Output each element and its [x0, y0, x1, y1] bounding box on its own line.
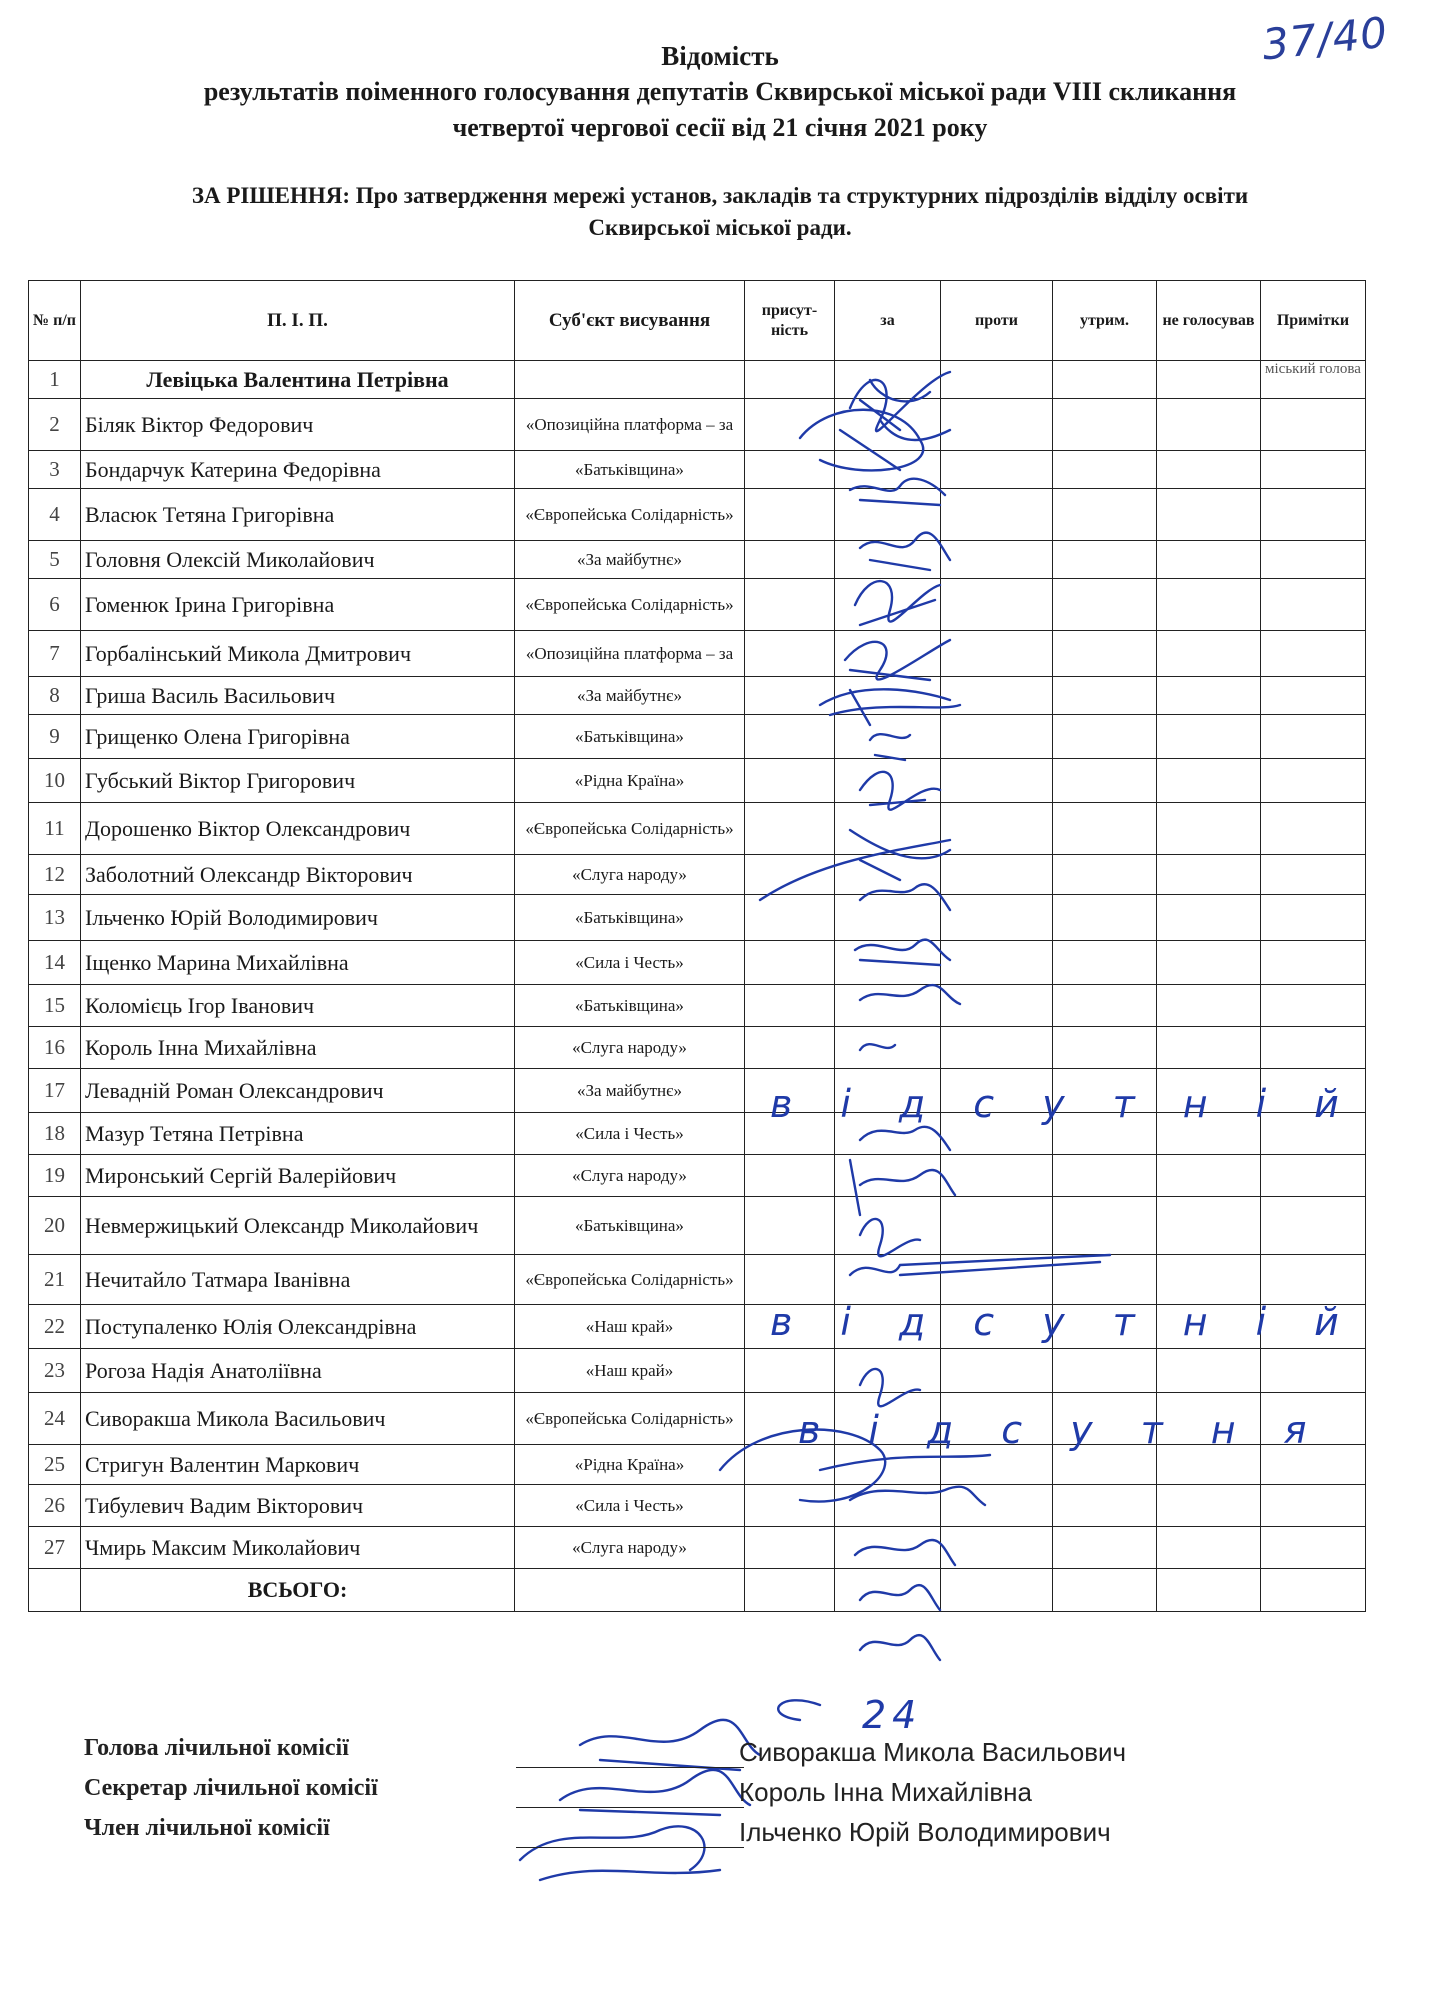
row-name: Іщенко Марина Михайлівна [81, 941, 515, 985]
commission-person: Сиворакша Микола Васильович [739, 1737, 1127, 1767]
row-note [1261, 399, 1366, 451]
table-row [29, 631, 1366, 677]
row-party: «Батьківщина» [515, 715, 745, 759]
row-abstain [1053, 715, 1157, 759]
row-num: 21 [29, 1255, 81, 1305]
row-for [835, 1255, 941, 1305]
page-number: 37/40 [1259, 7, 1391, 70]
row-name: Рогоза Надія Анатоліївна [81, 1349, 515, 1393]
row-note [1261, 1197, 1366, 1255]
row-party: «Сила і Честь» [515, 941, 745, 985]
row-name: Тибулевич Вадим Вікторович [81, 1485, 515, 1527]
total-empty-cell [1053, 1569, 1157, 1612]
row-abstain [1053, 895, 1157, 941]
row-num: 19 [29, 1155, 81, 1197]
row-present [745, 1255, 835, 1305]
row-against [941, 451, 1053, 489]
table-row [29, 1197, 1366, 1255]
row-note [1261, 941, 1366, 985]
row-against [941, 895, 1053, 941]
row-not-voted [1157, 361, 1261, 399]
row-against [941, 399, 1053, 451]
table-row [29, 803, 1366, 855]
document-title: Відомість [661, 41, 779, 71]
row-not-voted [1157, 985, 1261, 1027]
table-row [29, 1349, 1366, 1393]
row-present [745, 855, 835, 895]
row-num: 2 [29, 399, 81, 451]
row-for [835, 541, 941, 579]
row-against [941, 855, 1053, 895]
row-not-voted [1157, 759, 1261, 803]
table-row [29, 1027, 1366, 1069]
row-num: 17 [29, 1069, 81, 1113]
row-against [941, 677, 1053, 715]
row-num: 12 [29, 855, 81, 895]
signature-line [516, 1767, 744, 1768]
row-against [941, 1155, 1053, 1197]
row-num: 10 [29, 759, 81, 803]
row-note [1261, 541, 1366, 579]
row-name: Дорошенко Віктор Олександрович [81, 803, 515, 855]
row-abstain [1053, 1197, 1157, 1255]
row-against [941, 803, 1053, 855]
row-abstain [1053, 1485, 1157, 1527]
table-row [29, 1155, 1366, 1197]
row-num: 14 [29, 941, 81, 985]
row-party: «Слуга народу» [515, 1155, 745, 1197]
row-present [745, 1197, 835, 1255]
row-abstain [1053, 985, 1157, 1027]
row-for [835, 1197, 941, 1255]
row-party: «Наш край» [515, 1349, 745, 1393]
row-not-voted [1157, 941, 1261, 985]
commission-person: Король Інна Михайлівна [739, 1777, 1032, 1807]
row-note [1261, 579, 1366, 631]
signature-mark [560, 1770, 750, 1815]
row-not-voted [1157, 579, 1261, 631]
row-against [941, 541, 1053, 579]
total-empty-cell [515, 1569, 745, 1612]
row-not-voted [1157, 489, 1261, 541]
row-num: 4 [29, 489, 81, 541]
row-note [1261, 985, 1366, 1027]
row-abstain [1053, 855, 1157, 895]
total-label: ВСЬОГО: [81, 1569, 515, 1612]
row-abstain [1053, 1349, 1157, 1393]
row-note [1261, 677, 1366, 715]
decision-heading [40, 180, 1400, 244]
row-not-voted [1157, 541, 1261, 579]
row-present [745, 759, 835, 803]
row-present [745, 1349, 835, 1393]
row-for [835, 1155, 941, 1197]
row-num: 18 [29, 1113, 81, 1155]
row-note [1261, 855, 1366, 895]
table-row [29, 489, 1366, 541]
table-row [29, 541, 1366, 579]
row-abstain [1053, 1155, 1157, 1197]
row-present [745, 399, 835, 451]
row-abstain [1053, 941, 1157, 985]
commission-role: Секретар лічильної комісії [84, 1775, 378, 1801]
row-name: Чмирь Максим Миколайович [81, 1527, 515, 1569]
row-name: Гоменюк Ірина Григорівна [81, 579, 515, 631]
signature-line [516, 1807, 744, 1808]
row-for [835, 451, 941, 489]
header-against: проти [941, 281, 1053, 361]
row-note [1261, 1485, 1366, 1527]
row-abstain [1053, 1027, 1157, 1069]
row-name: Левіцька Валентина Петрівна [81, 361, 515, 399]
row-not-voted [1157, 803, 1261, 855]
row-num: 16 [29, 1027, 81, 1069]
row-against [941, 489, 1053, 541]
row-for [835, 895, 941, 941]
row-present [745, 451, 835, 489]
row-present [745, 1527, 835, 1569]
header-num: № п/п [29, 281, 81, 361]
row-num: 20 [29, 1197, 81, 1255]
absent-note-row-15: відсутній [770, 1082, 1387, 1126]
row-for [835, 803, 941, 855]
row-name: Біляк Віктор Федорович [81, 399, 515, 451]
row-for [835, 579, 941, 631]
row-num: 24 [29, 1393, 81, 1445]
total-empty-cell [29, 1569, 81, 1612]
row-party: «Європейська Солідарність» [515, 1255, 745, 1305]
table-row [29, 759, 1366, 803]
row-party: «Батьківщина» [515, 895, 745, 941]
table-row [29, 855, 1366, 895]
row-for [835, 361, 941, 399]
total-for-value: 24 [862, 1693, 923, 1737]
decision-line-2: Сквирської міської ради. [588, 215, 852, 240]
row-for [835, 985, 941, 1027]
row-party: «Європейська Солідарність» [515, 1393, 745, 1445]
row-against [941, 759, 1053, 803]
row-against [941, 715, 1053, 759]
table-row [29, 1485, 1366, 1527]
signature-mark [520, 1826, 720, 1880]
row-for [835, 1027, 941, 1069]
row-abstain [1053, 399, 1157, 451]
row-present [745, 1485, 835, 1527]
row-not-voted [1157, 451, 1261, 489]
table-row [29, 399, 1366, 451]
row-not-voted [1157, 715, 1261, 759]
row-num: 3 [29, 451, 81, 489]
document-header [40, 38, 1400, 146]
row-party: «Слуга народу» [515, 1027, 745, 1069]
row-abstain [1053, 451, 1157, 489]
table-row [29, 579, 1366, 631]
row-num: 8 [29, 677, 81, 715]
row-party [515, 361, 745, 399]
header-name: П. І. П. [81, 281, 515, 361]
row-num: 25 [29, 1445, 81, 1485]
row-for [835, 399, 941, 451]
row-num: 26 [29, 1485, 81, 1527]
commission-role: Член лічильної комісії [84, 1815, 330, 1841]
row-for [835, 855, 941, 895]
row-not-voted [1157, 1197, 1261, 1255]
row-present [745, 489, 835, 541]
row-num: 15 [29, 985, 81, 1027]
decision-line-1: ЗА РІШЕННЯ: Про затвердження мережі установ, закладів та структурних підрозділів відділу освіти [191, 183, 1249, 208]
row-against [941, 1485, 1053, 1527]
row-against [941, 985, 1053, 1027]
row-party: «Опозиційна платформа – за [515, 399, 745, 451]
row-abstain [1053, 1527, 1157, 1569]
row-name: Горбалінський Микола Дмитрович [81, 631, 515, 677]
signature-mark [778, 1700, 820, 1720]
row-num: 5 [29, 541, 81, 579]
row-against [941, 941, 1053, 985]
row-name: Бондарчук Катерина Федорівна [81, 451, 515, 489]
row-against [941, 1197, 1053, 1255]
row-note [1261, 759, 1366, 803]
table-row [29, 677, 1366, 715]
row-present [745, 579, 835, 631]
row-abstain [1053, 541, 1157, 579]
total-empty-cell [941, 1569, 1053, 1612]
row-present [745, 715, 835, 759]
row-for [835, 1349, 941, 1393]
row-name: Мазур Тетяна Петрівна [81, 1113, 515, 1155]
row-abstain [1053, 489, 1157, 541]
row-party: «Батьківщина» [515, 985, 745, 1027]
row-for [835, 677, 941, 715]
total-row [29, 1569, 1366, 1612]
table-row [29, 715, 1366, 759]
table-row [29, 941, 1366, 985]
row-party: «Сила і Честь» [515, 1113, 745, 1155]
row-name: Миронський Сергій Валерійович [81, 1155, 515, 1197]
row-party: «За майбутнє» [515, 1069, 745, 1113]
row-abstain [1053, 803, 1157, 855]
header-present: присут-ність [745, 281, 835, 361]
absent-note-row-20: відсутній [770, 1300, 1387, 1344]
row-present [745, 803, 835, 855]
row-name: Гриша Василь Васильович [81, 677, 515, 715]
row-note [1261, 489, 1366, 541]
row-for [835, 1485, 941, 1527]
row-party: «За майбутнє» [515, 677, 745, 715]
document-subtitle: результатів поіменного голосування депутатів Сквирської міської ради VIII скликання [203, 77, 1237, 106]
row-present [745, 895, 835, 941]
row-name: Невмержицький Олександр Миколайович [81, 1197, 515, 1255]
table-row [29, 1255, 1366, 1305]
commission-person: Ільченко Юрій Володимирович [739, 1817, 1111, 1847]
row-party: «Сила і Честь» [515, 1485, 745, 1527]
row-num: 27 [29, 1527, 81, 1569]
header-abstain: утрим. [1053, 281, 1157, 361]
row-num: 11 [29, 803, 81, 855]
row-name: Власюк Тетяна Григорівна [81, 489, 515, 541]
row-against [941, 1527, 1053, 1569]
absent-note-row-22: відсутня [798, 1408, 1355, 1452]
row-num: 23 [29, 1349, 81, 1393]
row-present [745, 1027, 835, 1069]
row-party: «Слуга народу» [515, 1527, 745, 1569]
row-not-voted [1157, 1485, 1261, 1527]
row-present [745, 361, 835, 399]
row-name: Ільченко Юрій Володимирович [81, 895, 515, 941]
row-name: Король Інна Михайлівна [81, 1027, 515, 1069]
table-row [29, 361, 1366, 399]
total-empty-cell [1157, 1569, 1261, 1612]
row-not-voted [1157, 1027, 1261, 1069]
session-line: четвертої чергової сесії від 21 січня 2021 року [452, 113, 988, 142]
row-not-voted [1157, 1527, 1261, 1569]
row-abstain [1053, 579, 1157, 631]
row-name: Губський Віктор Григорович [81, 759, 515, 803]
header-not-voted: не голосував [1157, 281, 1261, 361]
row-not-voted [1157, 677, 1261, 715]
row-party: «Рідна Країна» [515, 759, 745, 803]
signature-line [516, 1847, 744, 1848]
row-note [1261, 803, 1366, 855]
row-name: Грищенко Олена Григорівна [81, 715, 515, 759]
row-abstain [1053, 631, 1157, 677]
row-note [1261, 1349, 1366, 1393]
row-name: Заболотний Олександр Вікторович [81, 855, 515, 895]
row-present [745, 677, 835, 715]
header-for: за [835, 281, 941, 361]
row-num: 7 [29, 631, 81, 677]
row-not-voted [1157, 1349, 1261, 1393]
row-note [1261, 451, 1366, 489]
total-empty-cell [745, 1569, 835, 1612]
row-party: «Європейська Солідарність» [515, 489, 745, 541]
table-row [29, 1527, 1366, 1569]
row-party: «За майбутнє» [515, 541, 745, 579]
row-for [835, 631, 941, 677]
row-for [835, 941, 941, 985]
row-for [835, 489, 941, 541]
row-for [835, 759, 941, 803]
row-name: Головня Олексій Миколайович [81, 541, 515, 579]
header-party: Суб'єкт висування [515, 281, 745, 361]
row-abstain [1053, 677, 1157, 715]
row-party: «Опозиційна платформа – за [515, 631, 745, 677]
row-party: «Слуга народу» [515, 855, 745, 895]
row-against [941, 1027, 1053, 1069]
row-party: «Європейська Солідарність» [515, 803, 745, 855]
row-party: «Європейська Солідарність» [515, 579, 745, 631]
row-party: «Рідна Країна» [515, 1445, 745, 1485]
row-abstain [1053, 759, 1157, 803]
row-present [745, 1155, 835, 1197]
row-name: Поступаленко Юлія Олександрівна [81, 1305, 515, 1349]
row-num: 9 [29, 715, 81, 759]
row-name: Нечитайло Татмара Іванівна [81, 1255, 515, 1305]
row-against [941, 579, 1053, 631]
total-for-cell [835, 1569, 941, 1612]
row-present [745, 985, 835, 1027]
row-name: Коломієць Ігор Іванович [81, 985, 515, 1027]
row-present [745, 541, 835, 579]
row-note [1261, 631, 1366, 677]
row-abstain [1053, 361, 1157, 399]
row-note [1261, 715, 1366, 759]
row-num: 1 [29, 361, 81, 399]
row-name: Стригун Валентин Маркович [81, 1445, 515, 1485]
table-row [29, 985, 1366, 1027]
row-not-voted [1157, 855, 1261, 895]
row-party: «Батьківщина» [515, 451, 745, 489]
total-empty-cell [1261, 1569, 1366, 1612]
row-present [745, 941, 835, 985]
row-not-voted [1157, 1155, 1261, 1197]
commission-role: Голова лічильної комісії [84, 1735, 349, 1761]
header-note: Примітки [1261, 281, 1366, 361]
row-note [1261, 1255, 1366, 1305]
row-not-voted [1157, 399, 1261, 451]
row-note [1261, 895, 1366, 941]
row-party: «Батьківщина» [515, 1197, 745, 1255]
row-note: міський голова [1261, 361, 1366, 399]
row-abstain [1053, 1255, 1157, 1305]
signature-mark [860, 1635, 940, 1660]
row-not-voted [1157, 631, 1261, 677]
row-name: Сиворакша Микола Васильович [81, 1393, 515, 1445]
row-num: 13 [29, 895, 81, 941]
table-row [29, 895, 1366, 941]
row-num: 22 [29, 1305, 81, 1349]
row-against [941, 1255, 1053, 1305]
row-note [1261, 1527, 1366, 1569]
row-note [1261, 1027, 1366, 1069]
signature-mark [580, 1720, 760, 1770]
row-against [941, 1349, 1053, 1393]
row-against [941, 361, 1053, 399]
row-num: 6 [29, 579, 81, 631]
row-name: Левадній Роман Олександрович [81, 1069, 515, 1113]
table-row [29, 451, 1366, 489]
row-party: «Наш край» [515, 1305, 745, 1349]
row-for [835, 715, 941, 759]
table-header-row [29, 281, 1366, 361]
row-not-voted [1157, 1255, 1261, 1305]
row-against [941, 631, 1053, 677]
row-not-voted [1157, 895, 1261, 941]
row-for [835, 1527, 941, 1569]
row-present [745, 631, 835, 677]
row-note [1261, 1155, 1366, 1197]
